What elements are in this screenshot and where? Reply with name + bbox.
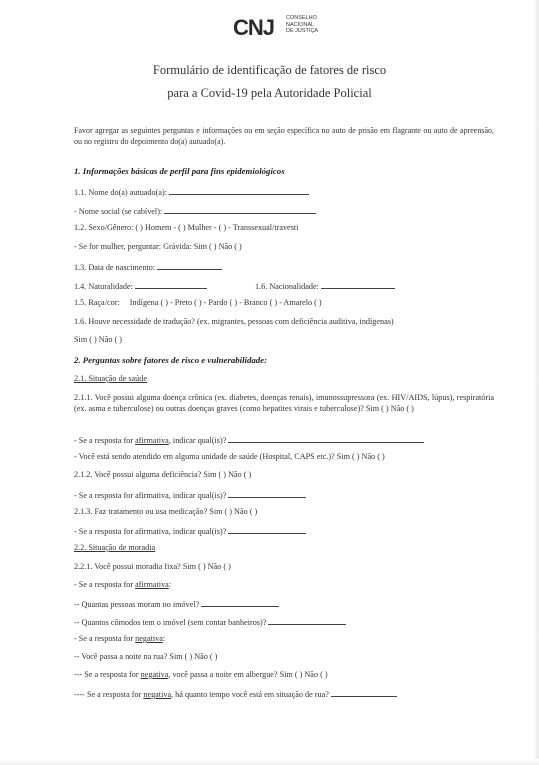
section2-heading: 2. Perguntas sobre fatores de risco e vulnerabilidade: [74,355,268,365]
q-albergue-pre: --- Se a resposta for [74,670,141,679]
q-traducao: 1.6. Houve necessidade de tradução? (ex. migrantes, pessoas com deficiência auditiva, indígenas) [74,317,394,326]
q-negativa-1-word: negativa [135,634,163,643]
q-naturalidade [74,280,207,291]
logo-text-line1: CONSELHO [286,15,317,21]
q-albergue-word: negativa [140,670,169,679]
q-negativa-1-post: : [162,634,166,643]
title-line1: Formulário de identificação de fatores de risco [152,63,387,77]
q-afirmativa-2-label: - Se a resposta for afirmativa, indicar qual(is)? [74,491,227,500]
q-nome-label: 1.1. Nome do(a) autuado(a): [74,188,167,197]
q-afirmativa-4-post: : [168,580,172,589]
q-deficiencia: 2.1.2. Você possui alguma deficiência? Sim ( ) Não ( ) [74,470,252,479]
section1-heading: 1. Informações básicas de perfil para fins epidemiológicos [74,166,285,176]
q-albergue-post: , você passa a noite em albergue? Sim ( ) Não ( ) [168,670,328,679]
q-tempo-rua [74,688,397,699]
q-afirmativa-3 [74,525,306,536]
q-afirmativa-3-label: - Se a resposta for afirmativa, indicar qual(is)? [74,527,227,536]
q-naturalidade-label: 1.4. Naturalidade: [74,282,133,291]
q-afirmativa-4-pre: - Se a resposta for [74,580,136,589]
q-tempo-rua-pre: ---- Se a resposta for [74,690,144,699]
q-sexo: 1.2. Sexo/Gênero: ( ) Homem - ( ) Mulher - ( ) - Transsexual/travesti [74,223,299,232]
q-tempo-rua-word: negativa [143,690,172,699]
q-nascimento-label: 1.3. Data de nascimento: [74,263,156,272]
q-comodos-label: -- Quantos cômodos tem o imóvel (sem contar banheiros)? [74,618,267,627]
q-nacionalidade [255,280,395,291]
q-tempo-rua-post: , há quanto tempo você está em situação de rua? [171,690,329,699]
q-doenca: 2.1.1. Você possui alguma doença crônica (ex. diabetes, doenças renais), imunossupressora (ex. HIV/AIDS, lúpus), respiratória (ex. asma e tuberculose) ou outras doenças graves (como hepatites virais e tuberculose)? Sim ( ) Não ( ) [74,393,494,413]
nacionalidade-field[interactable] [321,280,395,289]
logo-text-line3: DE JUSTIÇA [286,28,319,34]
q-moradia: 2.2.1. Você possui moradia fixa? Sim ( ) Não ( ) [74,562,231,571]
nascimento-field[interactable] [157,261,222,270]
sub-moradia: 2.2. Situação de moradia [74,543,156,552]
afirmativa-1-field[interactable] [228,434,424,443]
q-nome-social-label: - Nome social (se cabível): [74,207,163,216]
logo-text-line2: NACIONAL [286,21,315,28]
q-albergue [74,670,328,679]
intro-paragraph: Favor agregar as seguintes perguntas e informações ou em seção específica no auto de prisão em flagrante ou auto de apreensão, ou no registro do depoimento do(a) autuado(a). [74,126,494,146]
q-nome-social [74,205,316,216]
q-noite-rua: -- Você passa a noite na rua? Sim ( ) Não ( ) [74,652,218,661]
q-negativa-1 [74,634,165,643]
q-nacionalidade-label: 1.6. Nacionalidade: [255,282,319,291]
title-line2: para a Covid-19 pela Autoridade Policial [167,86,372,100]
q-pessoas-label: -- Quantas pessoas moram no imóvel? [74,600,200,609]
page-edge-shadow [533,0,539,765]
q-afirmativa-2 [74,489,306,500]
naturalidade-field[interactable] [135,280,207,289]
q-afirmativa-1-post: , indicar qual(is)? [168,436,227,445]
cnj-logo [233,13,343,45]
q-gravida: - Se for mulher, perguntar: Grávida: Sim ( ) Não ( ) [74,242,242,251]
q-negativa-1-pre: - Se a resposta for [74,634,136,643]
q-tratamento: 2.1.3. Faz tratamento ou usa medicação? Sim ( ) Não ( ) [74,507,258,516]
q-raca [74,298,322,307]
q-pessoas [74,598,279,609]
q-nome [74,186,309,197]
q-comodos [74,616,346,627]
page-bottom-shadow [0,759,539,765]
afirmativa-3-field[interactable] [228,525,306,534]
nome-social-field[interactable] [164,205,316,214]
q-afirmativa-1-pre: - Se a resposta for [74,436,136,445]
q-raca-options: Indígena ( ) - Preto ( ) - Pardo ( ) - Branco ( ) - Amarelo ( ) [129,298,322,307]
q-afirmativa-1-word: afirmativa [135,436,169,445]
sub-saude: 2.1. Situação de saúde [74,374,147,383]
nome-field[interactable] [169,186,309,195]
q-atendido: - Você está sendo atendido em alguma unidade de saúde (Hospital, CAPS etc.)? Sim ( ) Não ( ) [74,452,385,461]
q-afirmativa-4-word: afirmativa [135,580,169,589]
comodos-field[interactable] [268,616,346,625]
q-traducao-answer: Sim ( ) Não ( ) [74,335,122,344]
afirmativa-2-field[interactable] [228,489,306,498]
tempo-rua-field[interactable] [331,688,397,697]
logo-mark: CNJ [233,15,275,40]
q-afirmativa-4 [74,580,171,589]
q-raca-label: 1.5. Raça/cor: [74,298,120,307]
pessoas-field[interactable] [201,598,279,607]
q-afirmativa-1 [74,434,424,445]
q-nascimento [74,261,222,272]
logo-text [286,15,318,35]
